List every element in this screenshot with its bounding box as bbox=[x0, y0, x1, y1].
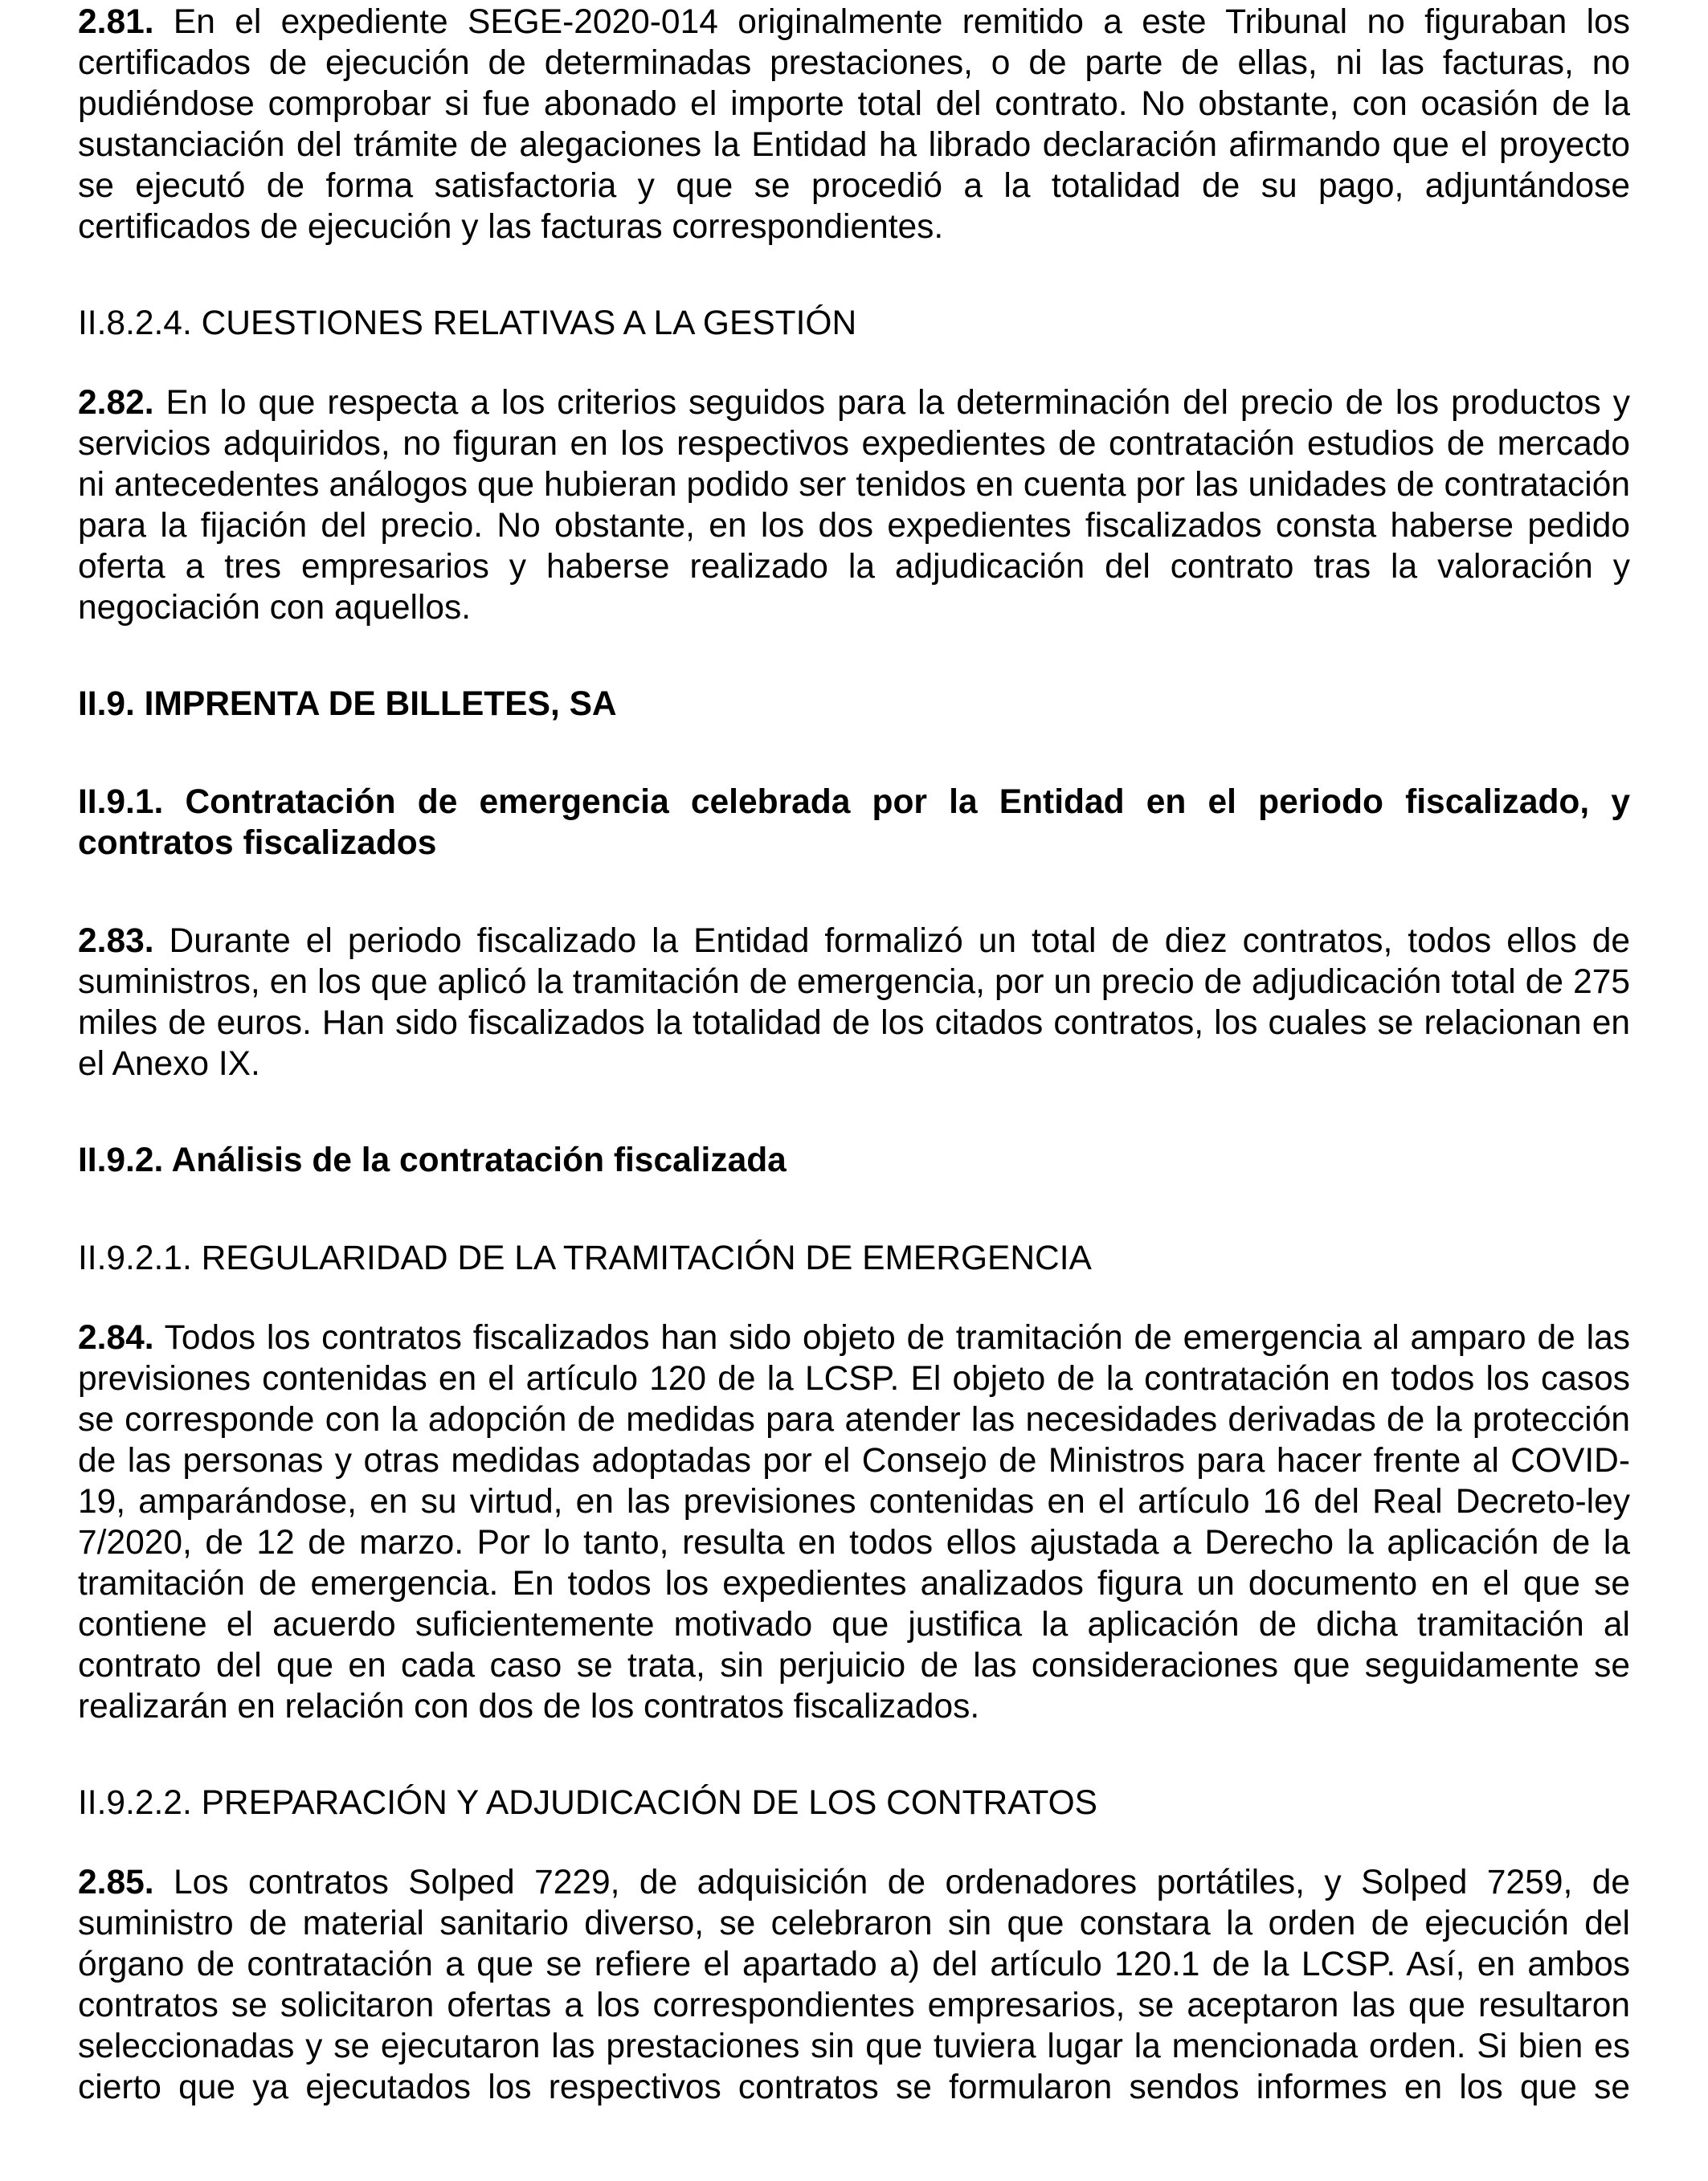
paragraph-2-85 bbox=[78, 1862, 1630, 2108]
heading-analisis-contratacion: II.9.2. Análisis de la contratación fiscalizada bbox=[78, 1142, 787, 1179]
paragraph-text: En lo que respecta a los criterios seguidos para la determinación del precio de los productos y servicios adquiridos, no figuran en los respectivos expedientes de contratación estudios de mercado ni antecedentes análogos que hubieran podido ser tenidos en cuenta por las unidades de contratación para la fijación del precio. No obstante, en los dos expedientes fiscalizados consta haberse pedido oferta a tres empresarios y haberse realizado la adjudicación del contrato tras la valoración y negociación con aquellos. bbox=[78, 384, 1630, 627]
paragraph-number: 2.82. bbox=[78, 384, 154, 422]
paragraph-text: En el expediente SEGE-2020-014 originalmente remitido a este Tribunal no figuraban los certificados de ejecución de determinadas prestaciones, o de parte de ellas, ni las facturas, no pudiéndose comprobar si fue abonado el importe total del contrato. No obstante, con ocasión de la sustanciación del trámite de alegaciones la Entidad ha librado declaración afirmando que el proyecto se ejecutó de forma satisfactoria y que se procedió a la totalidad de su pago, adjuntándose certificados de ejecución y las facturas correspondientes. bbox=[78, 3, 1630, 246]
subheading-preparacion-adjudicacion: II.9.2.2. PREPARACIÓN Y ADJUDICACIÓN DE LOS CONTRATOS bbox=[78, 1784, 1098, 1822]
heading-imprenta-billetes: II.9. IMPRENTA DE BILLETES, SA bbox=[78, 685, 617, 723]
subheading-cuestiones-gestion: II.8.2.4. CUESTIONES RELATIVAS A LA GESTIÓN bbox=[78, 304, 857, 342]
paragraph-2-82 bbox=[78, 382, 1630, 628]
heading-contratacion-emergencia: II.9.1. Contratación de emergencia celebrada por la Entidad en el periodo fiscalizado, y contratos fiscalizados bbox=[78, 783, 1630, 862]
paragraph-2-84 bbox=[78, 1317, 1630, 1727]
paragraph-number: 2.85. bbox=[78, 1864, 154, 1901]
subheading-regularidad-tramitacion: II.9.2.1. REGULARIDAD DE LA TRAMITACIÓN DE EMERGENCIA bbox=[78, 1240, 1092, 1277]
paragraph-text: Durante el periodo fiscalizado la Entidad formalizó un total de diez contratos, todos ellos de suministros, en los que aplicó la tramitación de emergencia, por un precio de adjudicación total de 275 miles de euros. Han sido fiscalizados la totalidad de los citados contratos, los cuales se relacionan en el Anexo IX. bbox=[78, 922, 1630, 1083]
paragraph-2-83 bbox=[78, 921, 1630, 1084]
paragraph-number: 2.83. bbox=[78, 922, 154, 960]
paragraph-2-81 bbox=[78, 2, 1630, 247]
paragraph-text: Los contratos Solped 7229, de adquisición de ordenadores portátiles, y Solped 7259, de suministro de material sanitario diverso, se celebraron sin que constara la orden de ejecución del órgano de contratación a que se refiere el apartado a) del artículo 120.1 de la LCSP. Así, en ambos contratos se solicitaron ofertas a los correspondientes empresarios, se aceptaron las que resultaron seleccionadas y se ejecutaron las prestaciones sin que tuviera lugar la mencionada orden. Si bien es cierto que ya ejecutados los respectivos contratos se formularon sendos informes en los que se bbox=[78, 1864, 1631, 2106]
paragraph-number: 2.81. bbox=[78, 3, 154, 41]
paragraph-number: 2.84. bbox=[78, 1319, 154, 1357]
document-page bbox=[78, 2, 1630, 2108]
paragraph-text: Todos los contratos fiscalizados han sido objeto de tramitación de emergencia al amparo de las previsiones contenidas en el artículo 120 de la LCSP. El objeto de la contratación en todos los casos se corresponde con la adopción de medidas para atender las necesidades derivadas de la protección de las personas y otras medidas adoptadas por el Consejo de Ministros para hacer frente al COVID-19, amparándose, en su virtud, en las previsiones contenidas en el artículo 16 del Real Decreto-ley 7/2020, de 12 de marzo. Por lo tanto, resulta en todos ellos ajustada a Derecho la aplicación de la tramitación de emergencia. En todos los expedientes analizados figura un documento en el que se contiene el acuerdo suficientemente motivado que justifica la aplicación de dicha tramitación al contrato del que en cada caso se trata, sin perjuicio de las consideraciones que seguidamente se realizarán en relación con dos de los contratos fiscalizados. bbox=[78, 1319, 1630, 1726]
